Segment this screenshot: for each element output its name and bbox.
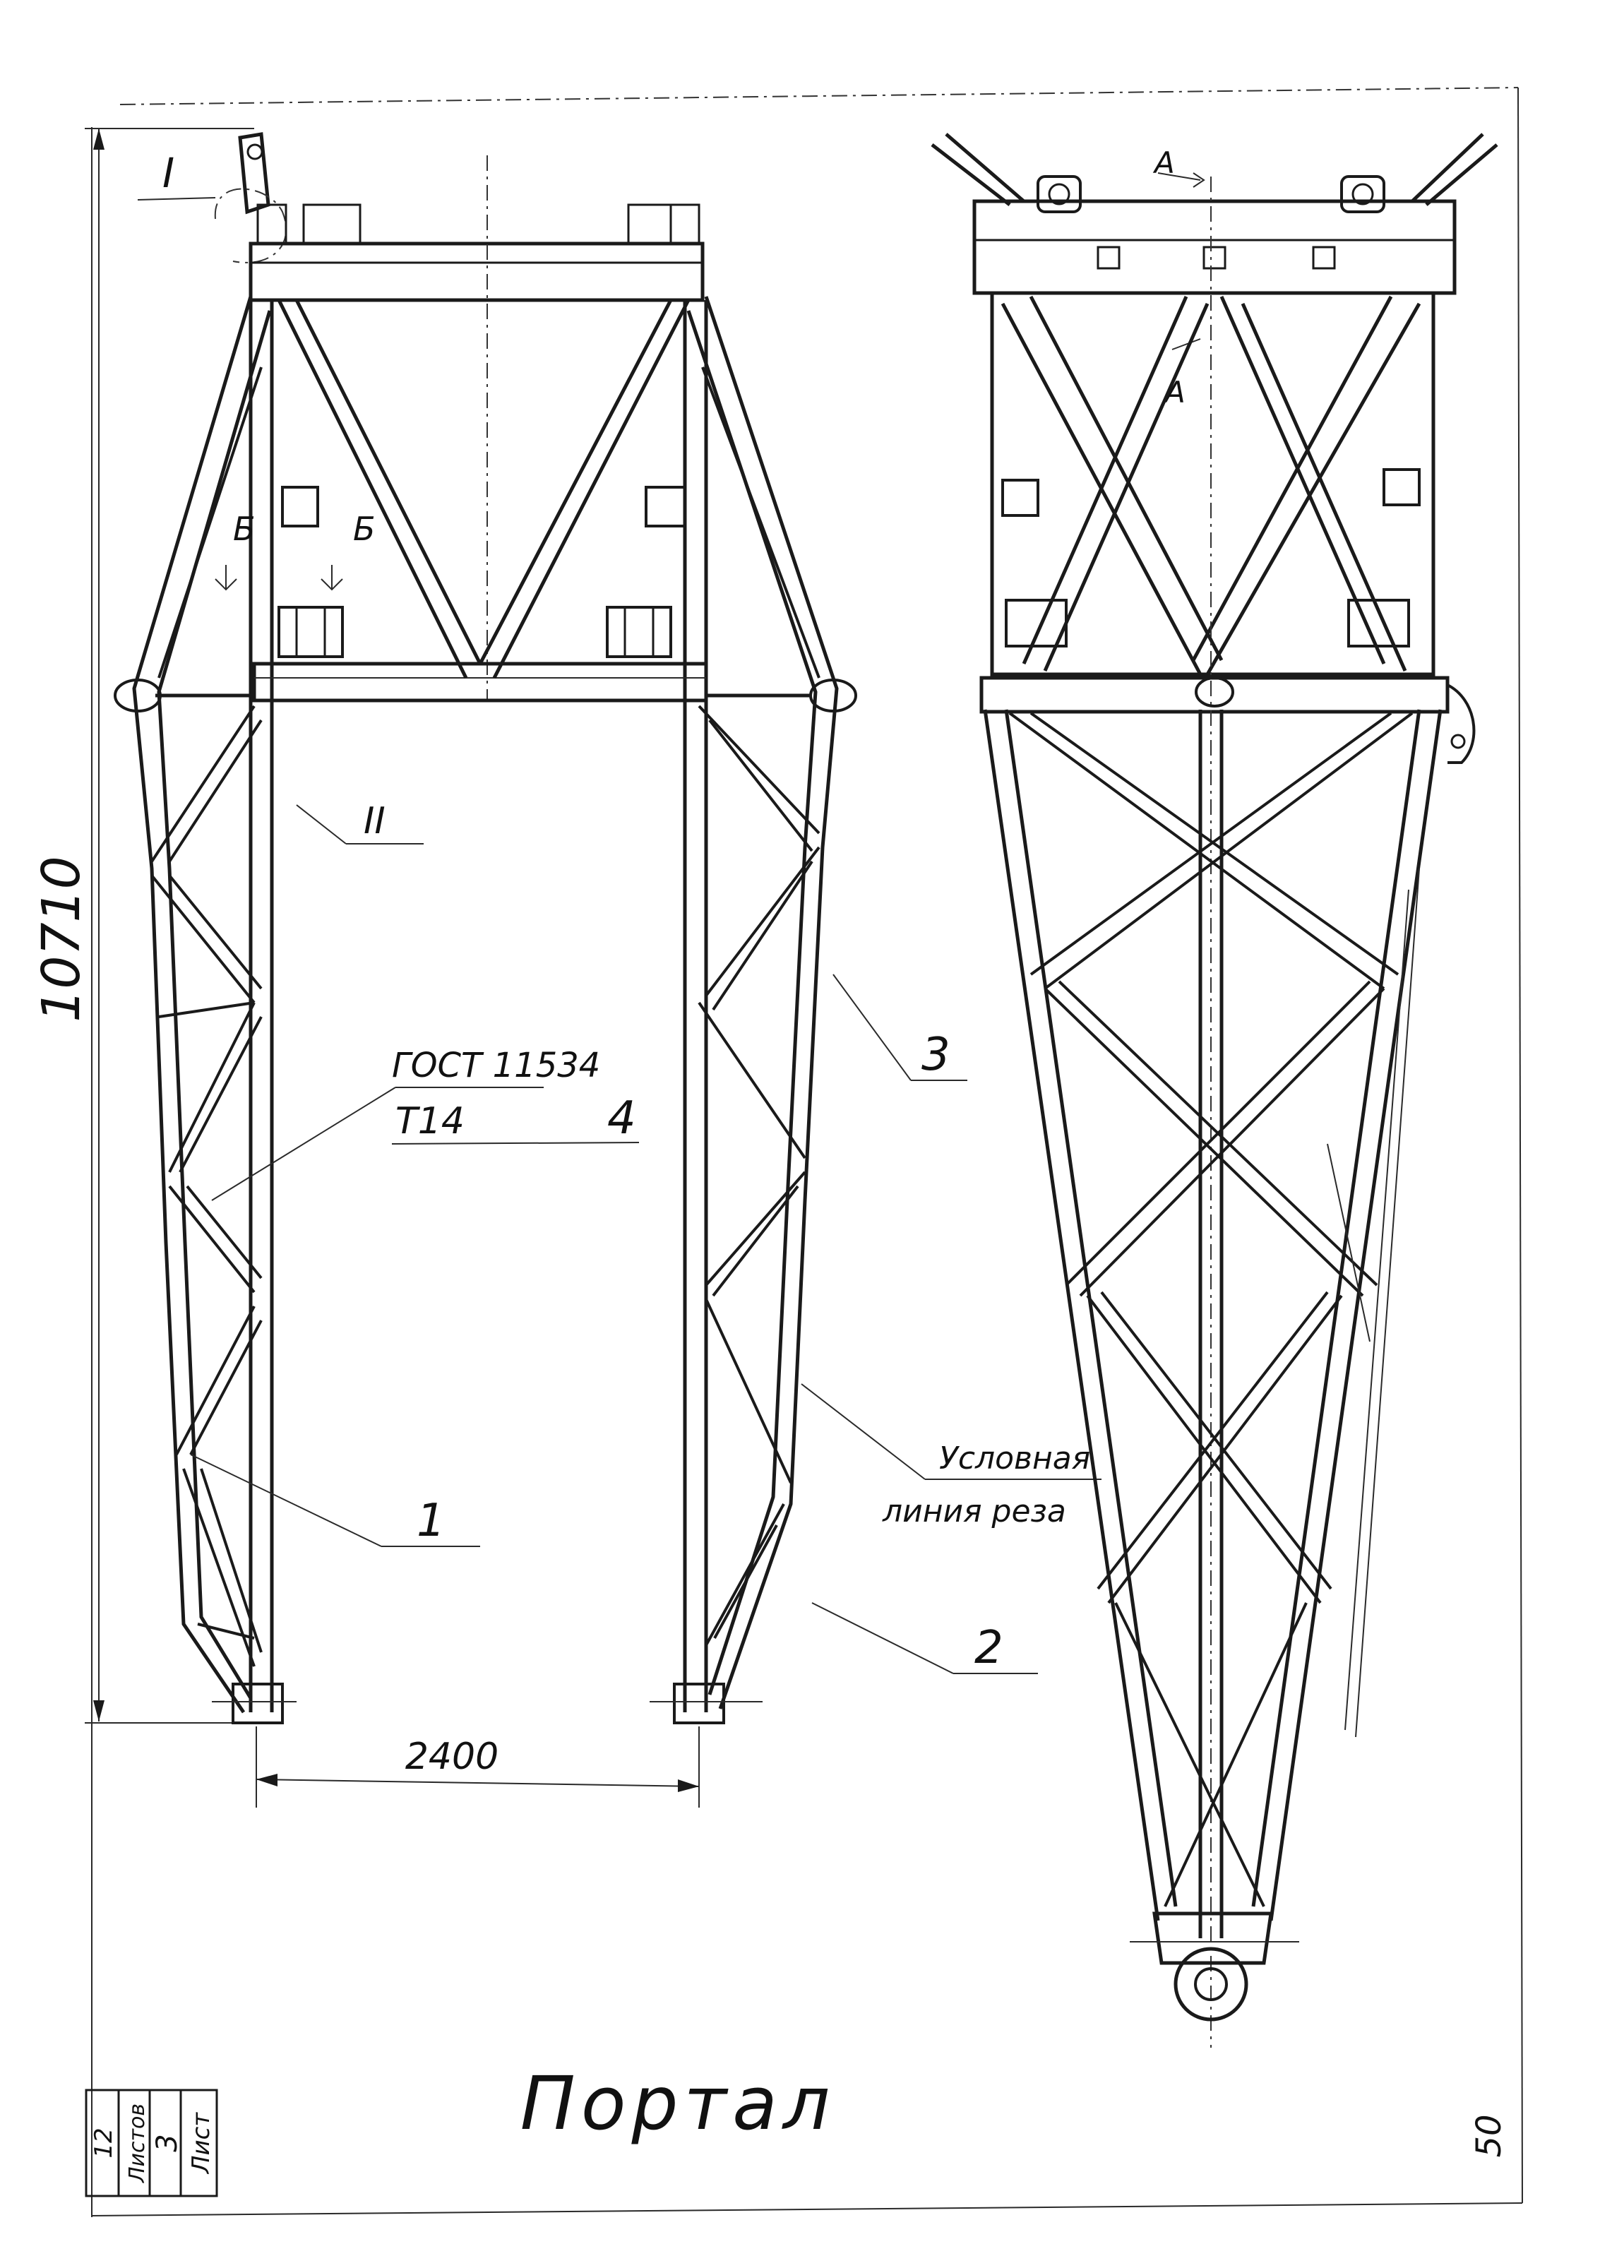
profile-standard: ГОСТ 11534 bbox=[392, 1046, 601, 1085]
position-label-4: 4 bbox=[607, 1092, 636, 1145]
detail-callout-i: I bbox=[162, 149, 175, 197]
i-beam-stubs bbox=[279, 487, 685, 657]
title-block-cell-2: 3 bbox=[151, 2134, 184, 2152]
portal-side-view bbox=[932, 134, 1509, 2158]
profile-size: Т14 bbox=[395, 1100, 465, 1142]
title-block bbox=[86, 2090, 217, 2196]
span-dimension: 2400 bbox=[405, 1736, 499, 1778]
sheet-number: 50 bbox=[1469, 2114, 1509, 2158]
cut-line-note-line1: Условная bbox=[939, 1440, 1091, 1476]
title-block-cell-1: Лист bbox=[187, 2112, 215, 2174]
view-mark-a-inner: А bbox=[1165, 375, 1186, 410]
title-block-cell-3: Листов bbox=[125, 2103, 150, 2183]
section-mark-b-left: Б bbox=[233, 510, 256, 548]
detail-callout-ii: II bbox=[364, 800, 386, 842]
drawing-title: Портал bbox=[520, 2060, 836, 2147]
portal-front-view bbox=[31, 129, 1101, 1808]
position-label-2: 2 bbox=[974, 1622, 1003, 1674]
title-block-cell-4: 12 bbox=[90, 2127, 118, 2159]
cut-line-note-line2: линия резa bbox=[883, 1493, 1066, 1529]
view-mark-a-top: А bbox=[1154, 145, 1175, 180]
overall-height-dimension: 10710 bbox=[31, 856, 92, 1022]
position-label-1: 1 bbox=[417, 1495, 446, 1547]
position-label-3: 3 bbox=[921, 1029, 950, 1081]
section-mark-b-right: Б bbox=[353, 510, 376, 548]
